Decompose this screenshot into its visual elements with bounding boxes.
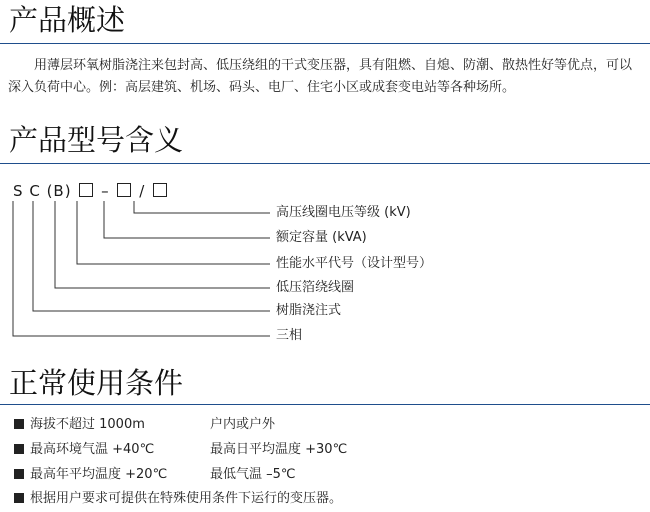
leader-line-resin (33, 201, 270, 311)
leader-line-threephase (13, 201, 270, 336)
legend-capacity: 额定容量 (kVA) (276, 230, 367, 245)
bullet-icon (14, 469, 24, 479)
bullet-icon (14, 493, 24, 503)
legend-performance: 性能水平代号（设计型号） (276, 256, 433, 271)
overview-text: 用薄层环氧树脂浇注来包封高、低压绕组的干式变压器，具有阻燃、自熄、防潮、散热性好等优点，可以深入负荷中心。例：高层建筑、机场、码头、电厂、住宅小区或成套变电站等各种场所。 (8, 58, 633, 95)
code-s: S (13, 182, 24, 200)
leader-line-voltage (134, 201, 270, 213)
condition-special: 根据用户要求可提供在特殊使用条件下运行的变压器。 (14, 491, 342, 507)
overview-title: 产品概述 (9, 3, 126, 37)
condition-max-daily-avg: 最高日平均温度 +30℃ (210, 442, 348, 457)
bullet-icon (14, 444, 24, 454)
legend-voltage: 高压线圈电压等级 (kV) (276, 205, 411, 220)
leader-line-capacity (104, 201, 270, 238)
legend-resin: 树脂浇注式 (276, 303, 342, 318)
leader-line-lowvoltage (55, 201, 270, 288)
model-title: 产品型号含义 (9, 123, 184, 157)
conditions-title: 正常使用条件 (9, 366, 184, 400)
condition-max-yearly-avg: 最高年平均温度 +20℃ (14, 467, 167, 483)
condition-location: 户内或户外 (210, 417, 276, 432)
condition-max-temp: 最高环境气温 +40℃ (14, 442, 154, 458)
code-slash: / (139, 182, 146, 200)
conditions-rule (0, 404, 650, 405)
code-b: (B) (46, 182, 72, 200)
condition-altitude: 海拔不超过 1000m (14, 417, 145, 433)
bullet-icon (14, 419, 24, 429)
legend-lowvoltage: 低压箔绕线圈 (276, 280, 355, 295)
leader-line-performance (77, 201, 270, 264)
code-dash: – (101, 182, 110, 200)
legend-threephase: 三相 (276, 328, 303, 343)
code-c: C (29, 182, 41, 200)
condition-min-temp: 最低气温 –5℃ (210, 467, 296, 482)
